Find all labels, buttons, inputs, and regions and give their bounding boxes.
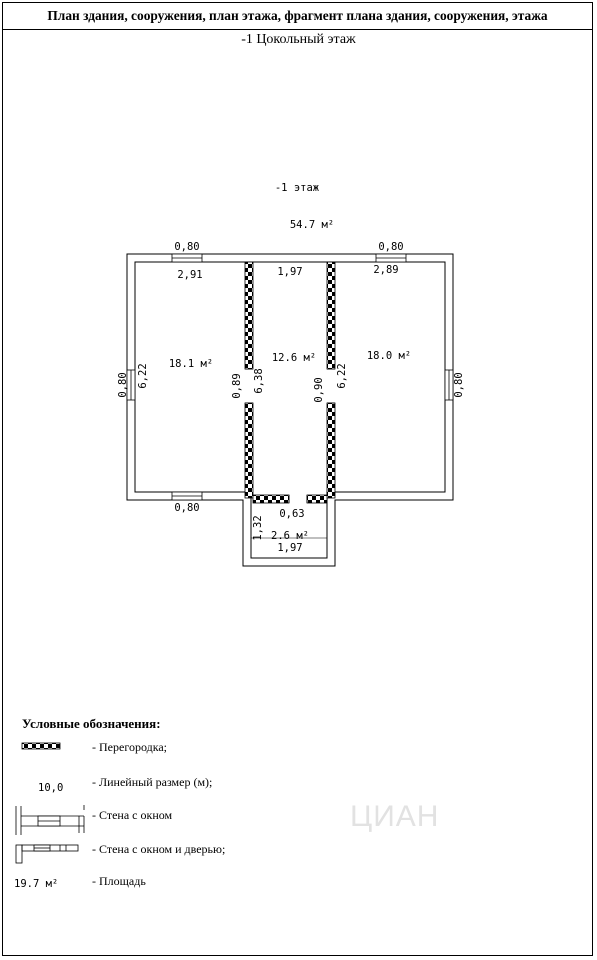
dim-door-bottom: 0,63 bbox=[279, 508, 305, 520]
dim-door-right: 0,90 bbox=[313, 377, 325, 403]
floor-subtitle: -1 Цокольный этаж bbox=[241, 32, 356, 47]
dim-right-height: 6,22 bbox=[336, 363, 348, 389]
room-area-left: 18.1 м² bbox=[168, 358, 214, 370]
room-area-middle: 12.6 м² bbox=[271, 352, 317, 364]
legend-area-sample: 19.7 м² bbox=[14, 878, 59, 890]
dim-right-width: 2,89 bbox=[373, 264, 399, 276]
legend-symbols bbox=[16, 743, 84, 863]
legend-partition-symbol bbox=[22, 743, 60, 749]
room-area-vestibule: 2.6 м² bbox=[271, 530, 309, 542]
legend-dimension-sample: 10,0 bbox=[38, 782, 64, 794]
windows bbox=[127, 254, 453, 500]
total-area: 54.7 м² bbox=[289, 219, 335, 231]
page-title: План здания, сооружения, план этажа, фрагмент плана здания, сооружения, этажа bbox=[2, 2, 593, 30]
dim-window-top-left: 0,80 bbox=[174, 241, 200, 253]
legend-area-text: - Площадь bbox=[92, 874, 146, 888]
dim-mid-width: 1,97 bbox=[277, 266, 303, 278]
legend-title: Условные обозначения: bbox=[22, 716, 161, 731]
watermark-logo: ЦИАН bbox=[350, 800, 440, 833]
dim-vest-height: 1,32 bbox=[252, 515, 264, 541]
dim-left-width: 2,91 bbox=[177, 269, 203, 281]
legend-window-text: - Стена с окном bbox=[92, 808, 173, 822]
dim-left-height: 6,22 bbox=[137, 363, 149, 389]
legend-dimension-text: - Линейный размер (м); bbox=[92, 775, 213, 789]
floor-label: -1 этаж bbox=[274, 182, 320, 194]
dim-mid-left-height: 6,38 bbox=[253, 368, 265, 394]
legend-partition-text: - Перегородка; bbox=[92, 740, 168, 754]
dim-vest-width: 1,97 bbox=[277, 542, 303, 554]
legend-window-door-symbol bbox=[16, 845, 78, 863]
dim-door-left: 0,89 bbox=[231, 373, 243, 399]
legend-window-symbol bbox=[16, 805, 84, 835]
dim-window-right-side: 0,80 bbox=[453, 372, 465, 398]
legend-window-door-text: - Стена с окном и дверью; bbox=[92, 842, 226, 856]
dim-window-bottom-left: 0,80 bbox=[174, 502, 200, 514]
dim-window-top-right: 0,80 bbox=[378, 241, 404, 253]
room-area-right: 18.0 м² bbox=[366, 350, 412, 362]
dim-window-left-side: 0,80 bbox=[117, 372, 129, 398]
